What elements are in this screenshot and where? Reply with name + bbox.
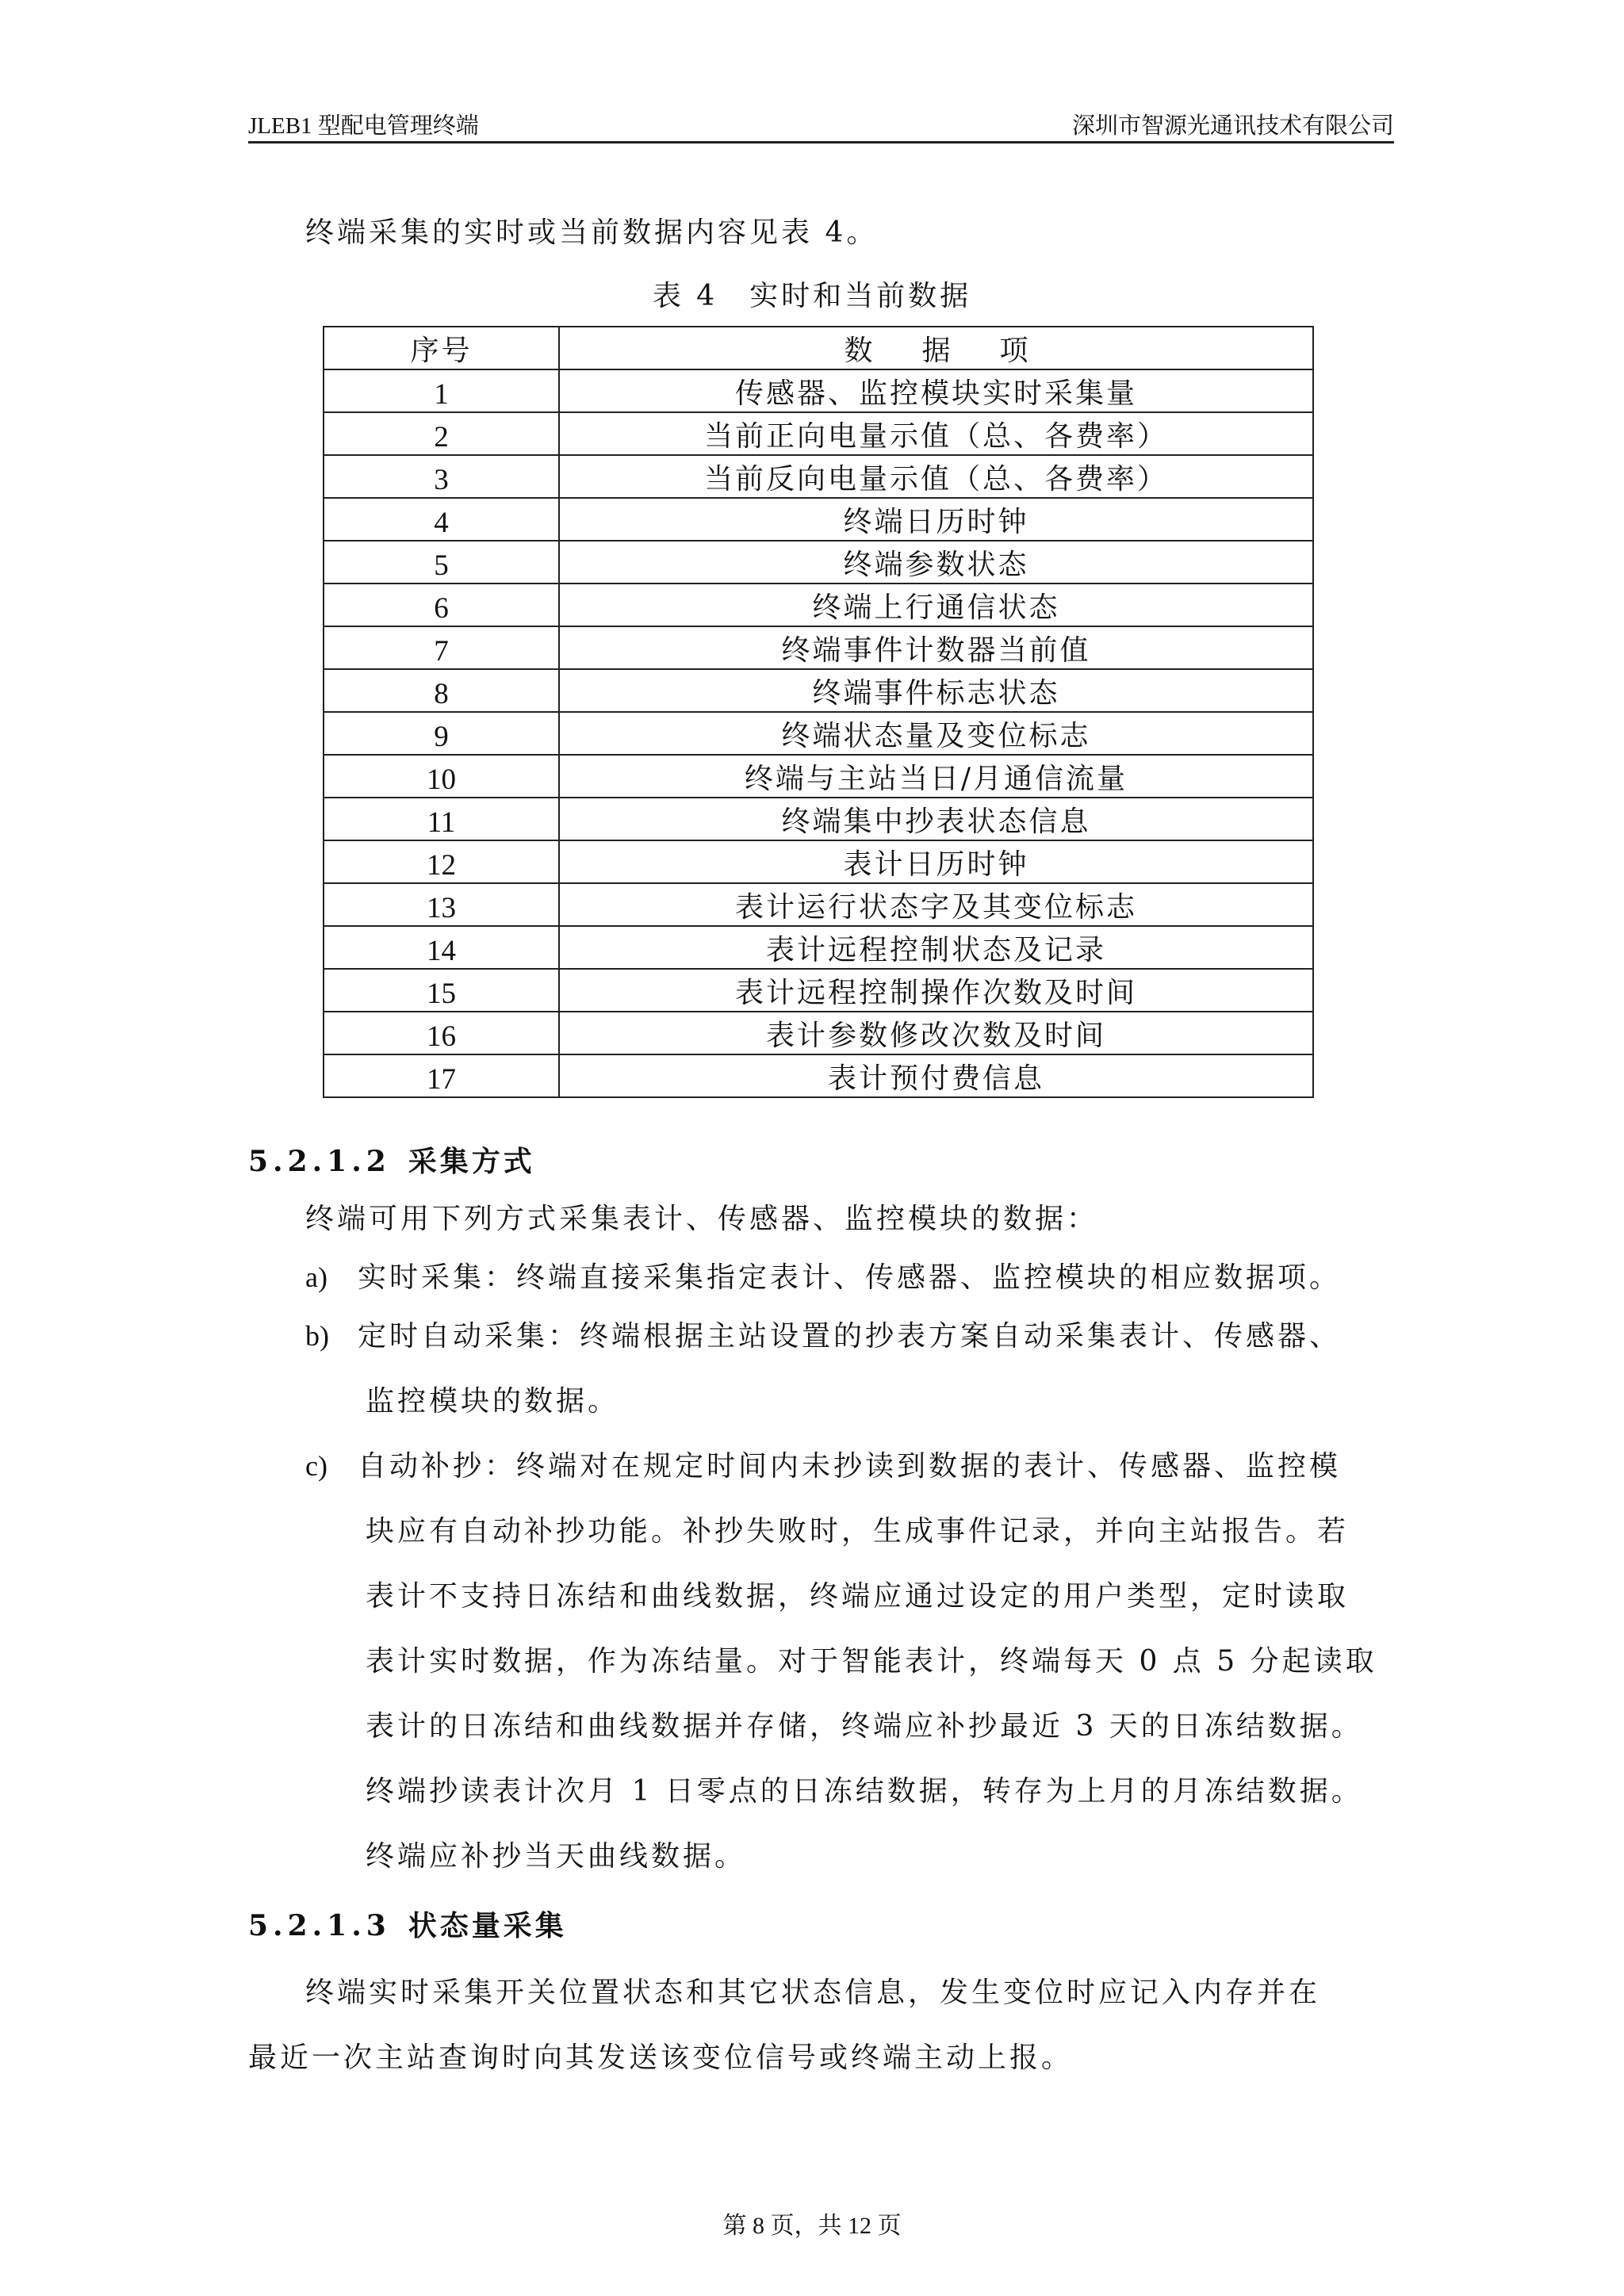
table-row: [324, 1012, 1313, 1054]
table-row: [324, 712, 1313, 755]
list-item-c-line-3: 表计不支持日冻结和曲线数据，终端应通过设定的用户类型，定时读取: [366, 1580, 1350, 1613]
table-caption: 表 4 实时和当前数据: [652, 280, 972, 312]
table-row: [324, 498, 1313, 541]
header-company-name: 深圳市智源光通讯技术有限公司: [1071, 113, 1394, 139]
table-row: [324, 840, 1313, 883]
table-row: [324, 755, 1313, 798]
list-item-c-line-5: 表计的日冻结和曲线数据并存储，终端应补抄最近 3 天的日冻结数据。: [366, 1710, 1363, 1743]
row-item: 表计日历时钟: [559, 840, 1313, 883]
table-row: [324, 969, 1313, 1012]
row-number: 10: [324, 755, 559, 798]
row-item: 传感器、监控模块实时采集量: [559, 369, 1313, 412]
list-item-a: [305, 1255, 1341, 1295]
column-header-item: [559, 327, 1313, 369]
realtime-data-table: [323, 326, 1314, 1098]
list-item-c: [305, 1444, 1341, 1484]
table-row: [324, 1054, 1313, 1097]
row-number: 8: [324, 669, 559, 712]
row-number: 15: [324, 969, 559, 1012]
row-item: 终端集中抄表状态信息: [559, 798, 1313, 840]
row-number: 12: [324, 840, 559, 883]
row-item: 终端状态量及变位标志: [559, 712, 1313, 755]
list-item-c-line-2: 块应有自动补抄功能。补抄失败时，生成事件记录，并向主站报告。若: [366, 1515, 1350, 1548]
row-item: 终端与主站当日/月通信流量: [559, 755, 1313, 798]
column-header-no: 序号: [324, 327, 559, 369]
table-row: [324, 926, 1313, 969]
row-number: 7: [324, 626, 559, 669]
page-header: [248, 105, 1394, 144]
table-row: [324, 541, 1313, 584]
row-number: 14: [324, 926, 559, 969]
row-number: 4: [324, 498, 559, 541]
table-header-row: [324, 327, 1313, 369]
row-item: 终端事件标志状态: [559, 669, 1313, 712]
section-heading-5-2-1-3: [248, 1904, 567, 1944]
list-item-b-continuation: 监控模块的数据。: [366, 1385, 620, 1418]
section-number: 5.2.1.3: [248, 1909, 391, 1942]
table-row: [324, 584, 1313, 626]
list-item-text: 实时采集：终端直接采集指定表计、传感器、监控模块的相应数据项。: [358, 1261, 1342, 1294]
column-header-item-label: 数据项: [844, 335, 1078, 367]
row-item: 终端事件计数器当前值: [559, 626, 1313, 669]
row-item: 终端参数状态: [559, 541, 1313, 584]
list-marker: c): [305, 1450, 327, 1482]
section-heading-5-2-1-2: [248, 1139, 535, 1180]
row-number: 9: [324, 712, 559, 755]
row-number: 3: [324, 455, 559, 498]
list-item-b: [305, 1314, 1341, 1354]
list-item-c-line-6: 终端抄读表计次月 1 日零点的日冻结数据，转存为上月的月冻结数据。: [366, 1775, 1363, 1808]
section-title: 状态量采集: [408, 1909, 567, 1942]
row-number: 16: [324, 1012, 559, 1054]
section-title: 采集方式: [408, 1145, 535, 1178]
section-number: 5.2.1.2: [248, 1145, 391, 1178]
table-row: [324, 412, 1313, 455]
row-item: 终端日历时钟: [559, 498, 1313, 541]
row-item: 表计远程控制操作次数及时间: [559, 969, 1313, 1012]
list-marker: a): [305, 1261, 327, 1293]
row-number: 5: [324, 541, 559, 584]
header-document-title: JLEB1 型配电管理终端: [248, 113, 479, 139]
list-item-c-line-4: 表计实时数据，作为冻结量。对于智能表计，终端每天 0 点 5 分起读取: [366, 1645, 1377, 1678]
row-item: 当前反向电量示值（总、各费率）: [559, 455, 1313, 498]
row-item: 表计运行状态字及其变位标志: [559, 883, 1313, 926]
list-marker: b): [305, 1320, 329, 1352]
list-item-text: 定时自动采集：终端根据主站设置的抄表方案自动采集表计、传感器、: [358, 1320, 1342, 1353]
table-row: [324, 626, 1313, 669]
row-number: 2: [324, 412, 559, 455]
table-intro-text: 终端采集的实时或当前数据内容见表 4。: [305, 216, 879, 249]
list-item-text: 自动补抄：终端对在规定时间内未抄读到数据的表计、传感器、监控模: [358, 1450, 1342, 1483]
table-row: [324, 669, 1313, 712]
table-row: [324, 883, 1313, 926]
row-item: 当前正向电量示值（总、各费率）: [559, 412, 1313, 455]
row-number: 11: [324, 798, 559, 840]
row-number: 17: [324, 1054, 559, 1097]
table-row: [324, 369, 1313, 412]
list-item-c-line-7: 终端应补抄当天曲线数据。: [366, 1840, 747, 1873]
status-collection-line-1: 终端实时采集开关位置状态和其它状态信息，发生变位时应记入内存并在: [305, 1976, 1321, 2009]
page-number-footer: 第 8 页，共 12 页: [722, 2213, 902, 2239]
row-item: 表计参数修改次数及时间: [559, 1012, 1313, 1054]
row-number: 6: [324, 584, 559, 626]
status-collection-line-2: 最近一次主站查询时向其发送该变位信号或终端主动上报。: [248, 2042, 1074, 2074]
table-row: [324, 798, 1313, 840]
row-item: 表计远程控制状态及记录: [559, 926, 1313, 969]
row-number: 1: [324, 369, 559, 412]
row-item: 表计预付费信息: [559, 1054, 1313, 1097]
table-row: [324, 455, 1313, 498]
row-number: 13: [324, 883, 559, 926]
collection-methods-intro: 终端可用下列方式采集表计、传感器、监控模块的数据：: [305, 1203, 1099, 1235]
row-item: 终端上行通信状态: [559, 584, 1313, 626]
